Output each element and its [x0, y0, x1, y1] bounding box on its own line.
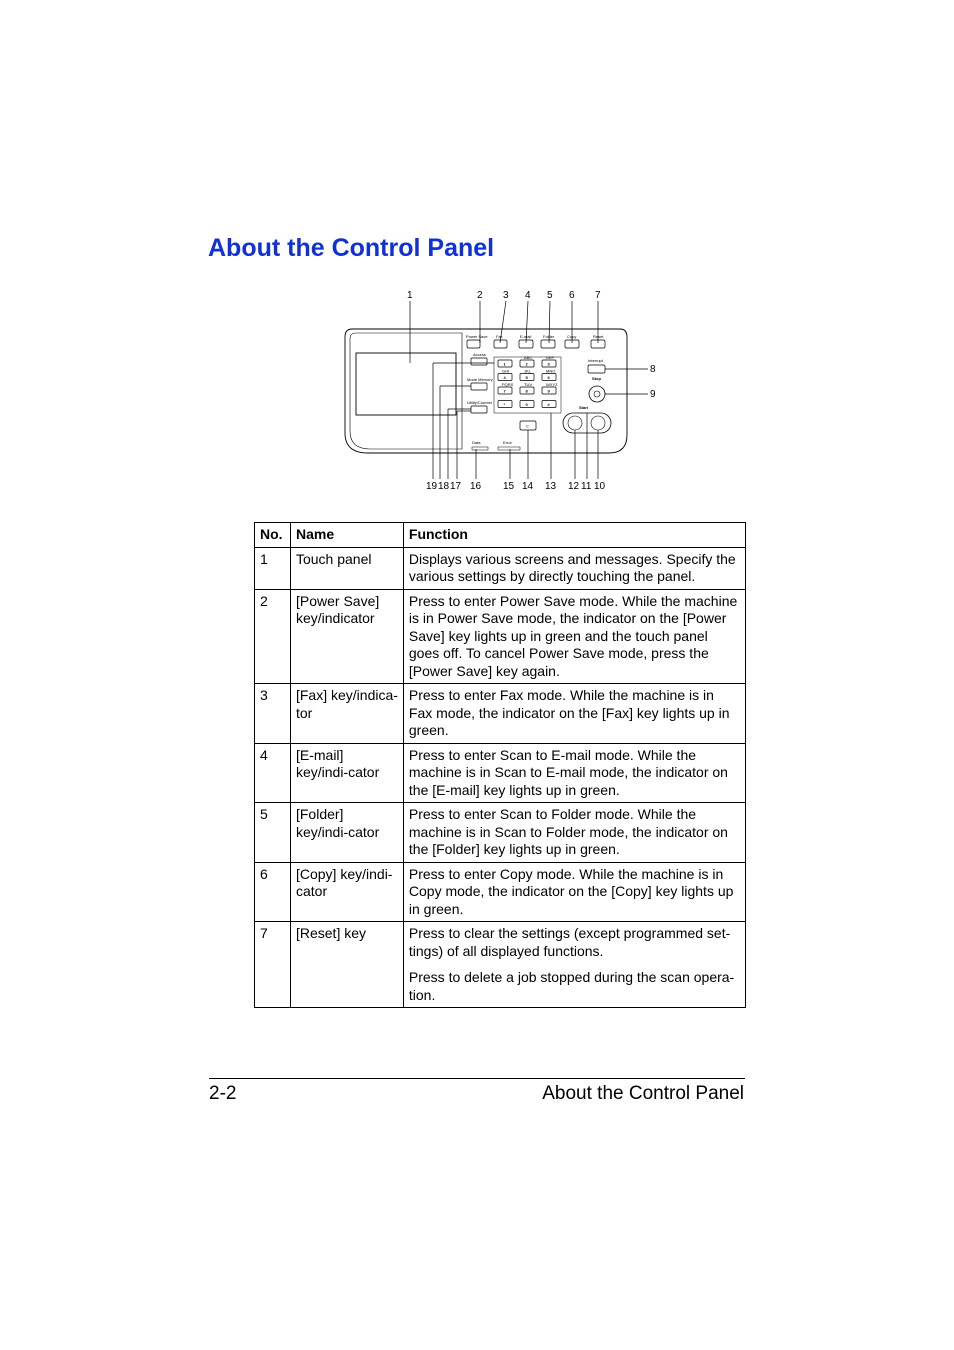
keypad-letters-label: GHI [502, 368, 510, 374]
keypad-key-label: 5 [525, 375, 528, 380]
callouts-right [650, 364, 656, 400]
stop-key-inner [594, 391, 600, 397]
table-row [255, 684, 746, 744]
callout-5: 5 [547, 290, 553, 301]
row-no: 3 [255, 684, 291, 744]
table-row [255, 803, 746, 863]
copy-label: Copy [567, 334, 577, 339]
keypad-key-label: 3 [547, 361, 550, 367]
keypad-letters-label: TUV [524, 382, 532, 387]
keypad [498, 355, 558, 408]
callout-10: 10 [594, 481, 606, 492]
callouts-bottom [426, 481, 606, 492]
interrupt-label: Interrupt [588, 358, 603, 363]
row-function: Press to enter Power Save mode. While the machine is in Power Save mode, the indicator on the [Power Save] key lights up in green and the touch panel goes off. To cancel Power Save mode, press the [Power Save] key again. [403, 589, 745, 684]
start-label: Start [579, 405, 589, 410]
keypad-letters-label: PQRS [502, 382, 514, 387]
keypad-key-label: 4 [503, 375, 506, 380]
callout-7: 7 [595, 290, 601, 301]
callout-3: 3 [503, 290, 509, 301]
callout-8: 8 [650, 364, 656, 375]
function-table [254, 522, 746, 1008]
panel-inner-outline [350, 333, 462, 449]
row-name: [Fax] key/indica-tor [290, 684, 403, 744]
table-row [255, 922, 746, 1008]
header-no: No. [255, 523, 291, 548]
row-function: Press to enter Scan to Folder mode. While the machine is in Scan to Folder mode, the indicator on the [Folder] key lights up in green. [403, 803, 745, 863]
leader-lines [410, 301, 648, 479]
access-key [471, 358, 487, 365]
callout-16: 16 [470, 481, 482, 492]
header-function: Function [403, 523, 745, 548]
email-label: E-mail [520, 334, 532, 339]
utility-counter-label: Utility/Counter [467, 400, 493, 405]
table-header-row [255, 523, 746, 548]
row-no: 5 [255, 803, 291, 863]
keypad-letters-label: DEF [546, 355, 554, 360]
interrupt-key [588, 365, 605, 373]
callout-2: 2 [477, 290, 483, 301]
keypad-key-label: 9 [547, 388, 550, 394]
stop-key [589, 386, 605, 402]
keypad-key-label: 6 [547, 375, 550, 380]
callout-4: 4 [525, 290, 531, 301]
table-row [255, 547, 746, 589]
error-label: Error [503, 440, 512, 445]
reset-label: Reset [593, 334, 604, 339]
callouts-top [407, 290, 601, 301]
keypad-letters-label: ABC [524, 355, 533, 360]
row-no: 7 [255, 922, 291, 1008]
row-no: 2 [255, 589, 291, 684]
page-number: 2-2 [209, 1083, 237, 1104]
fax-label: Fax [496, 334, 503, 339]
data-label: Data [472, 440, 481, 445]
keypad-letters-label: MNO [546, 368, 556, 374]
control-panel-diagram [330, 285, 670, 495]
row-no: 6 [255, 862, 291, 922]
page-title: About the Control Panel [208, 234, 495, 262]
mode-memory-label: Mode Memory [467, 377, 493, 382]
callout-17: 17 [450, 481, 462, 492]
power-save-label: Power Save [466, 334, 488, 339]
row-function: Press to enter Fax mode. While the machine is in Fax mode, the indicator on the [Fax] key lights up in green. [403, 684, 745, 744]
callout-13: 13 [545, 481, 557, 492]
row-no: 1 [255, 547, 291, 589]
footer-divider [209, 1078, 745, 1079]
row-function: Press to clear the settings (except programmed set-tings) of all displayed functions. Press to delete a job stopped during the scan opera-tion. [403, 922, 745, 1008]
row-no: 4 [255, 743, 291, 803]
mode-memory-key [471, 383, 487, 390]
access-label: Access [473, 352, 486, 357]
power-save-key [467, 340, 480, 348]
start-key-color [591, 416, 605, 430]
utility-counter-key [471, 406, 487, 413]
clear-key-label: C [526, 423, 529, 429]
table-row [255, 862, 746, 922]
callout-11: 11 [581, 481, 592, 492]
row-name: Touch panel [290, 547, 403, 589]
mode-keys [466, 334, 605, 348]
table-row [255, 589, 746, 684]
callout-12: 12 [568, 481, 580, 492]
function-keys [467, 352, 493, 413]
keypad-key-label: * [503, 402, 506, 407]
error-indicator [498, 447, 520, 450]
touch-panel-screen [356, 353, 456, 415]
keypad-letters-label: JKL [524, 368, 531, 374]
table-row [255, 743, 746, 803]
keypad-letters-label: WXYZ [546, 382, 558, 387]
callout-1: 1 [407, 290, 413, 301]
row-name: [Power Save] key/indicator [290, 589, 403, 684]
start-key-bw [568, 416, 582, 430]
row-name: [Reset] key [290, 922, 403, 1008]
row-function: Displays various screens and messages. Specify the various settings by directly touching the panel. [403, 547, 745, 589]
keypad-key-label: 8 [525, 388, 528, 394]
row-function: Press to enter Scan to E-mail mode. While the machine is in Scan to E-mail mode, the indicator on the [E-mail] key lights up in green. [403, 743, 745, 803]
row-name: [Copy] key/indi-cator [290, 862, 403, 922]
keypad-key-label: 2 [525, 361, 528, 367]
folder-key [541, 340, 555, 348]
row-name: [Folder] key/indi-cator [290, 803, 403, 863]
keypad-key-label: # [547, 402, 550, 407]
header-name: Name [290, 523, 403, 548]
panel-outline [345, 329, 627, 453]
callout-18: 18 [438, 481, 450, 492]
data-indicator [472, 447, 488, 450]
callout-19: 19 [426, 481, 438, 492]
keypad-key-label: 1 [503, 361, 506, 367]
folder-label: Folder [543, 334, 555, 339]
callout-14: 14 [522, 481, 534, 492]
callout-15: 15 [503, 481, 515, 492]
row-name: [E-mail] key/indi-cator [290, 743, 403, 803]
footer-section-title: About the Control Panel [542, 1083, 744, 1104]
callout-9: 9 [650, 389, 656, 400]
keypad-key-label: 7 [503, 388, 506, 394]
stop-label: Stop [592, 376, 601, 381]
callout-6: 6 [569, 290, 575, 301]
keypad-key-label: 0 [525, 402, 528, 407]
row-function: Press to enter Copy mode. While the machine is in Copy mode, the indicator on the [Copy] key lights up in green. [403, 862, 745, 922]
